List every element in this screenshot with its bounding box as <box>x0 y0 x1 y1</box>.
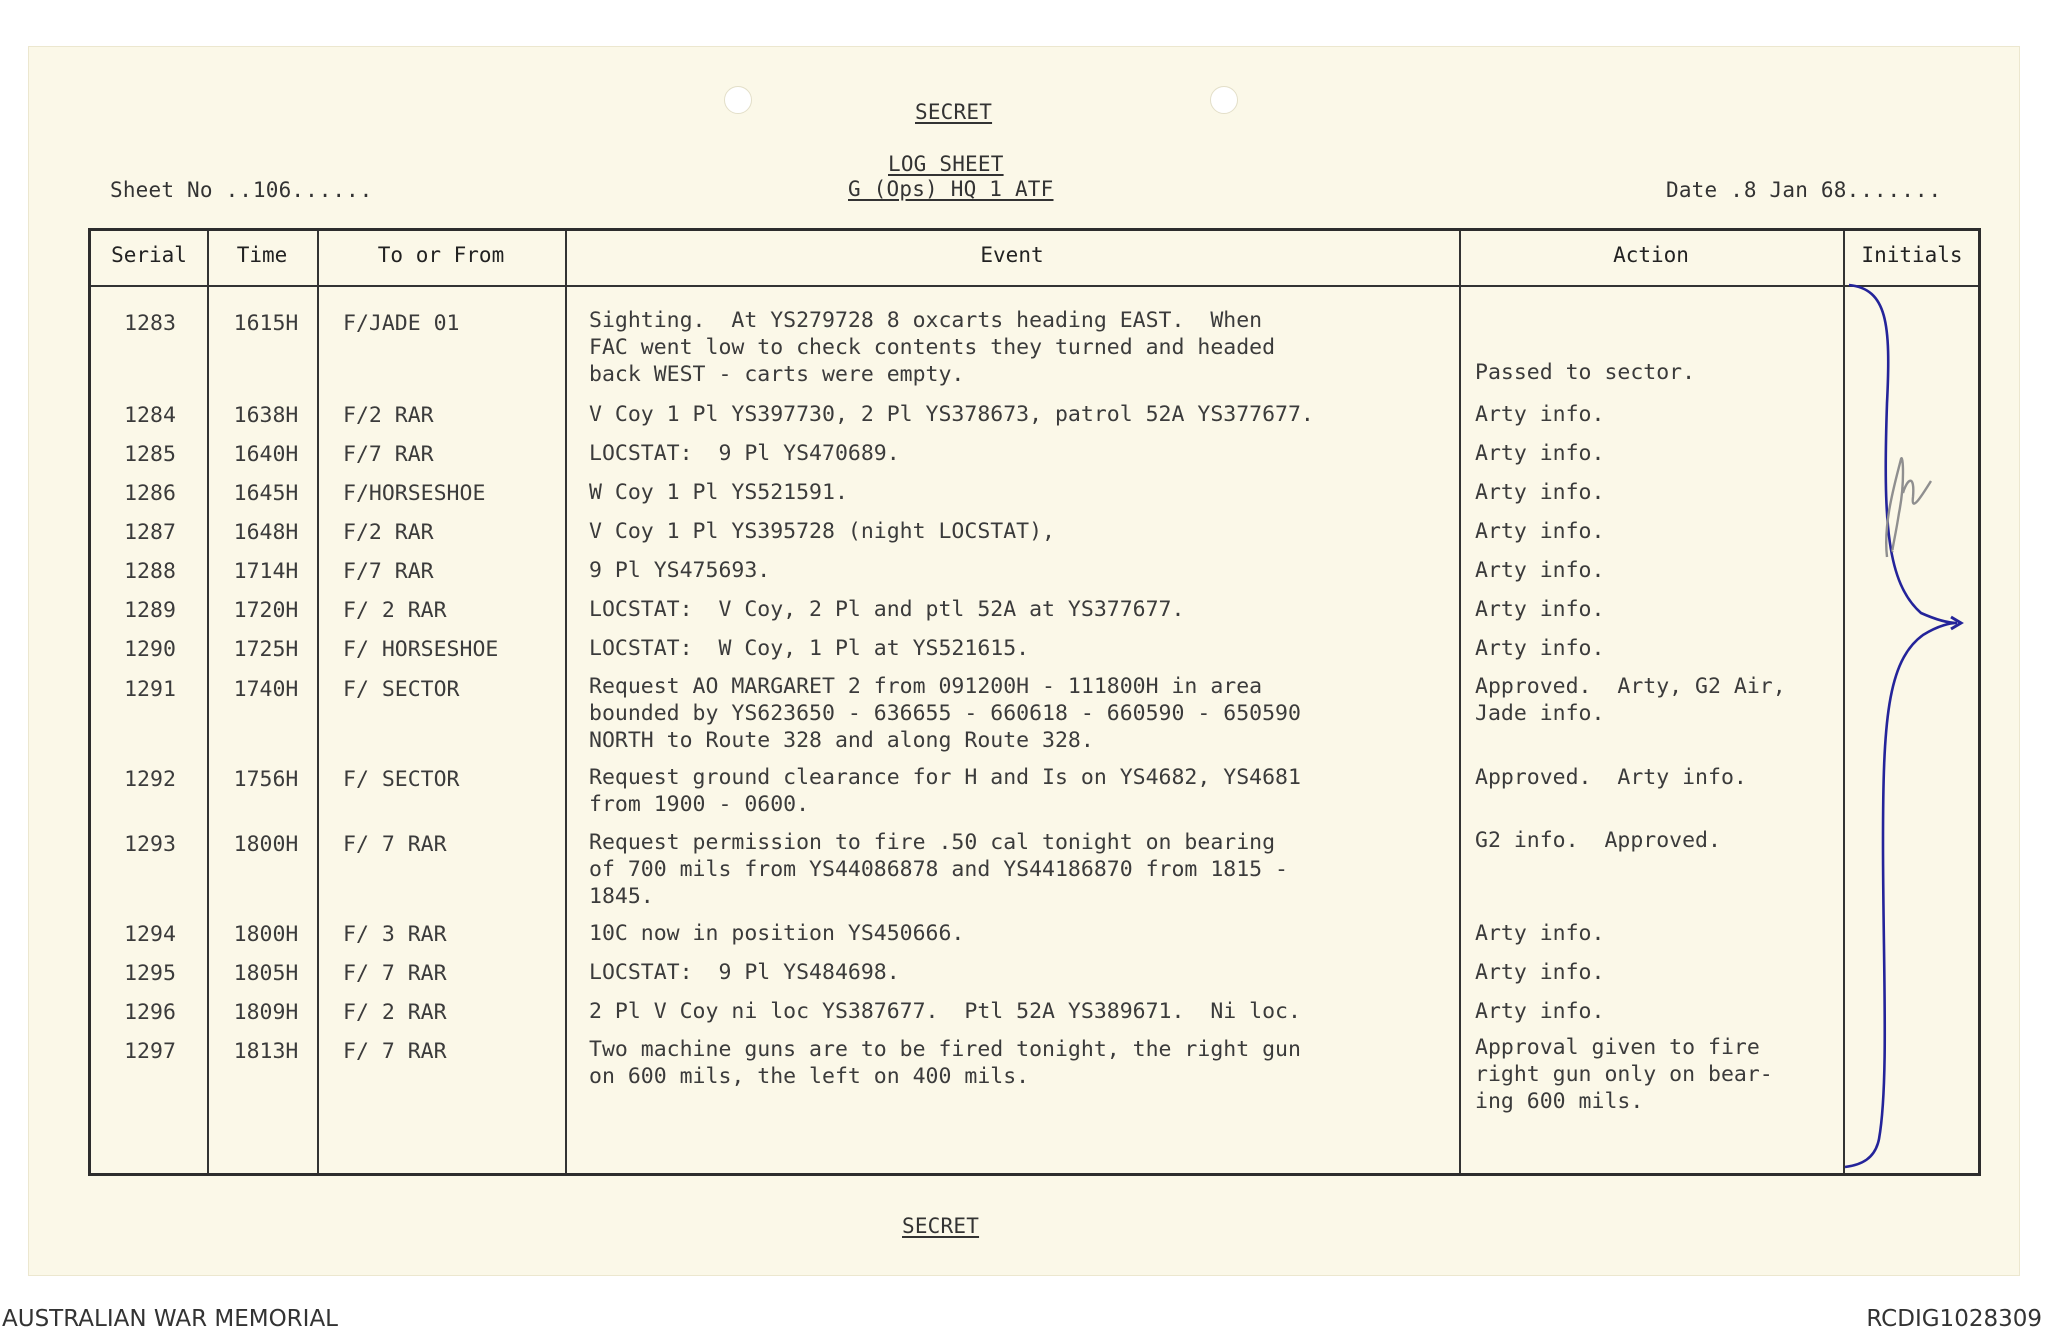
cell-action: Arty info. <box>1475 441 1605 466</box>
cell-action: Arty info. <box>1475 480 1605 505</box>
archive-credit: AUSTRALIAN WAR MEMORIAL <box>2 1306 338 1332</box>
cell-serial: 1295 <box>124 961 176 986</box>
sheet-number-label: Sheet No <box>110 178 213 202</box>
cell-action: Approval given to fire right gun only on bear- ing 600 mils. <box>1475 1035 1773 1114</box>
cell-serial: 1296 <box>124 1000 176 1025</box>
cell-action: Arty info. <box>1475 558 1605 583</box>
cell-serial: 1289 <box>124 598 176 623</box>
cell-time: 1714H <box>233 559 299 584</box>
cell-time: 1720H <box>233 598 299 623</box>
punch-hole <box>1210 86 1238 114</box>
archive-reference: RCDIG1028309 <box>1866 1306 2042 1332</box>
cell-to: F/ 7 RAR <box>343 832 447 857</box>
classification-top: SECRET <box>915 100 993 124</box>
cell-time: 1800H <box>233 922 299 947</box>
cell-to: F/ SECTOR <box>343 767 460 792</box>
cell-event: Request AO MARGARET 2 from 091200H - 111800H in area bounded by YS623650 - 636655 - 660618 - 660590 - 650590 NORTH to Route 328 and along Route 328. <box>589 674 1301 753</box>
header-time: Time <box>236 243 288 267</box>
cell-event: LOCSTAT: V Coy, 2 Pl and ptl 52A at YS377677. <box>589 597 1185 622</box>
cell-to: F/ 2 RAR <box>343 598 447 623</box>
cell-to: F/2 RAR <box>343 403 434 428</box>
cell-action: Arty info. <box>1475 519 1605 544</box>
cell-action: Arty info. <box>1475 597 1605 622</box>
unit-name: G (Ops) HQ 1 ATF <box>848 177 1054 201</box>
cell-serial: 1286 <box>124 481 176 506</box>
cell-event: LOCSTAT: 9 Pl YS484698. <box>589 960 900 985</box>
cell-time: 1756H <box>233 767 299 792</box>
cell-event: LOCSTAT: W Coy, 1 Pl at YS521615. <box>589 636 1030 661</box>
cell-event: Two machine guns are to be fired tonight, the right gun on 600 mils, the left on 400 mils. <box>589 1037 1301 1089</box>
cell-action: Arty info. <box>1475 960 1605 985</box>
document-title: LOG SHEET <box>888 152 1004 176</box>
cell-event: 10C now in position YS450666. <box>589 921 965 946</box>
cell-action: G2 info. Approved. <box>1475 828 1721 853</box>
cell-time: 1648H <box>233 520 299 545</box>
cell-event: 9 Pl YS475693. <box>589 558 771 583</box>
cell-serial: 1294 <box>124 922 176 947</box>
cell-to: F/ HORSESHOE <box>343 637 499 662</box>
classification-bottom: SECRET <box>902 1214 980 1238</box>
cell-event: 2 Pl V Coy ni loc YS387677. Ptl 52A YS389671. Ni loc. <box>589 999 1301 1024</box>
cell-time: 1615H <box>233 311 299 336</box>
cell-serial: 1290 <box>124 637 176 662</box>
date-value: 8 Jan 68 <box>1743 178 1847 202</box>
cell-to: F/2 RAR <box>343 520 434 545</box>
header-to-from: To or From <box>377 243 505 267</box>
cell-to: F/ SECTOR <box>343 677 460 702</box>
cell-serial: 1291 <box>124 677 176 702</box>
cell-event: V Coy 1 Pl YS397730, 2 Pl YS378673, patrol 52A YS377677. <box>589 402 1314 427</box>
cell-serial: 1293 <box>124 832 176 857</box>
cell-time: 1638H <box>233 403 299 428</box>
cell-time: 1740H <box>233 677 299 702</box>
cell-event: V Coy 1 Pl YS395728 (night LOCSTAT), <box>589 519 1055 544</box>
cell-time: 1813H <box>233 1039 299 1064</box>
cell-event: Request permission to fire .50 cal tonight on bearing of 700 mils from YS44086878 and YS44186870 from 1815 - 1845. <box>589 830 1288 909</box>
cell-to: F/JADE 01 <box>343 311 460 336</box>
date-field: Date .8 Jan 68....... <box>1666 178 1943 202</box>
cell-time: 1645H <box>233 481 299 506</box>
cell-action: Arty info. <box>1475 402 1605 427</box>
cell-to: F/ 3 RAR <box>343 922 447 947</box>
cell-to: F/7 RAR <box>343 442 434 467</box>
cell-time: 1809H <box>233 1000 299 1025</box>
initials-bracket-mark <box>1843 283 1981 1179</box>
cell-serial: 1288 <box>124 559 176 584</box>
cell-serial: 1287 <box>124 520 176 545</box>
cell-serial: 1284 <box>124 403 176 428</box>
cell-event: Sighting. At YS279728 8 oxcarts heading EAST. When FAC went low to check contents they turned and headed back WEST - carts were empty. <box>589 308 1276 387</box>
header-serial: Serial <box>111 243 187 267</box>
cell-serial: 1285 <box>124 442 176 467</box>
date-label: Date <box>1666 178 1718 202</box>
cell-serial: 1292 <box>124 767 176 792</box>
punch-hole <box>724 86 752 114</box>
cell-event: W Coy 1 Pl YS521591. <box>589 480 848 505</box>
sheet-number-value: 106 <box>252 178 292 202</box>
header-action: Action <box>1613 243 1689 267</box>
header-event: Event <box>980 243 1044 267</box>
cell-action: Arty info. <box>1475 921 1605 946</box>
cell-time: 1800H <box>233 832 299 857</box>
cell-serial: 1283 <box>124 311 176 336</box>
cell-action: Arty info. <box>1475 999 1605 1024</box>
archive-footer <box>0 1302 2048 1340</box>
cell-to: F/ 7 RAR <box>343 1039 447 1064</box>
cell-event: LOCSTAT: 9 Pl YS470689. <box>589 441 900 466</box>
cell-to: F/7 RAR <box>343 559 434 584</box>
cell-action: Approved. Arty info. <box>1475 765 1747 790</box>
sheet-number-field: Sheet No ..106...... <box>110 178 374 202</box>
cell-time: 1640H <box>233 442 299 467</box>
log-table <box>88 228 1981 1176</box>
cell-to: F/HORSESHOE <box>343 481 486 506</box>
cell-event: Request ground clearance for H and Is on YS4682, YS4681 from 1900 - 0600. <box>589 765 1301 817</box>
cell-action: Approved. Arty, G2 Air, Jade info. <box>1475 674 1786 726</box>
cell-to: F/ 2 RAR <box>343 1000 447 1025</box>
cell-to: F/ 7 RAR <box>343 961 447 986</box>
cell-serial: 1297 <box>124 1039 176 1064</box>
header-initials: Initials <box>1861 243 1963 267</box>
cell-action: Arty info. <box>1475 636 1605 661</box>
cell-time: 1725H <box>233 637 299 662</box>
cell-time: 1805H <box>233 961 299 986</box>
cell-action: Passed to sector. <box>1475 360 1696 385</box>
